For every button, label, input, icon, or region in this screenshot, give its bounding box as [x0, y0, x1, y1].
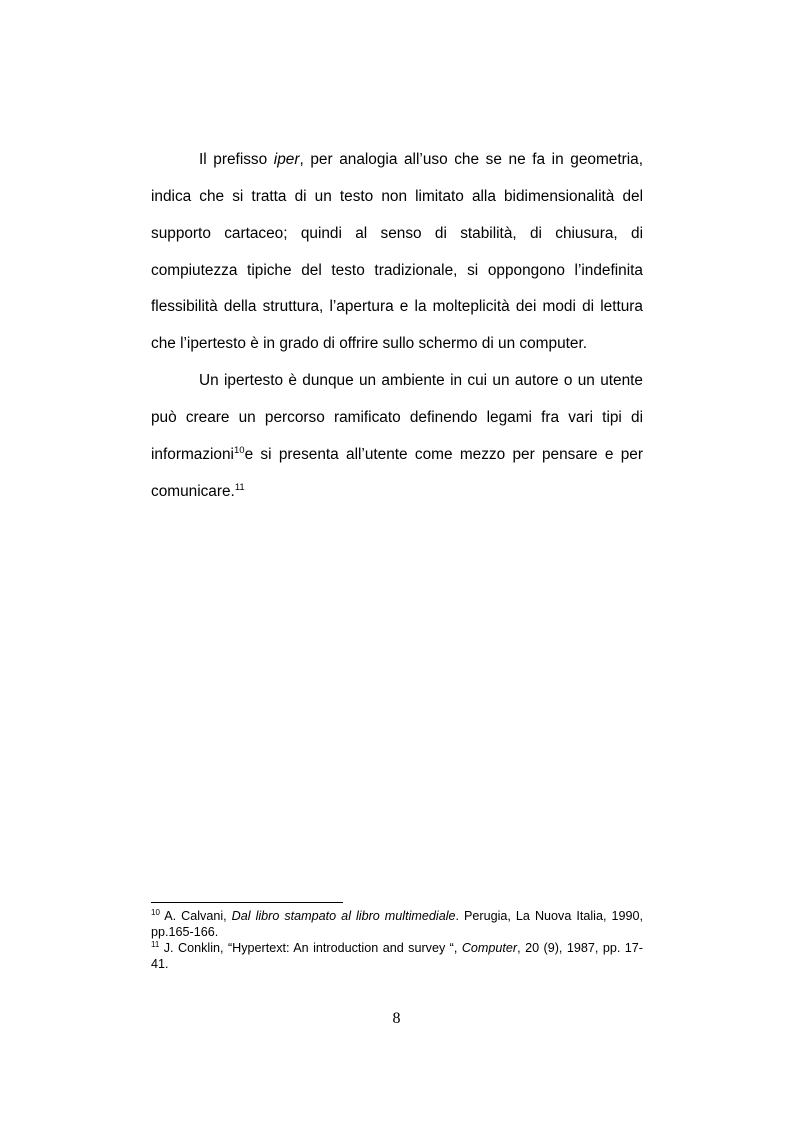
body-text: [151, 142, 643, 510]
footnotes: [151, 908, 643, 972]
footnote-ref-11[interactable]: 11: [234, 481, 245, 493]
footnote-11: [151, 940, 643, 972]
paragraph-1-start: Il prefisso: [199, 151, 274, 168]
footnote-number: 11: [151, 940, 160, 949]
paragraph-1: [151, 142, 643, 363]
paragraph-2: [151, 363, 643, 510]
italic-term-iper: iper: [273, 151, 300, 168]
footnote-author: J. Conklin, “Hypertext: An introduction and survey “,: [159, 941, 462, 955]
footnote-publication: . Perugia, La Nuova Italia, 1990, pp.165-166.: [151, 909, 643, 939]
footnote-title: Dal libro stampato al libro multimediale: [231, 909, 456, 923]
paragraph-2-text-before-ref: Un ipertesto è dunque un ambiente in cui un autore o un utente può creare un percorso ramificato definendo legami fra vari tipi di informazioni: [151, 372, 643, 463]
footnote-ref-10[interactable]: 10: [233, 444, 245, 456]
footnote-number: 10: [151, 908, 160, 917]
paragraph-1-text: , per analogia all’uso che se ne fa in geometria, indica che si tratta di un testo non limitato alla bidimensionalità del supporto cartaceo; quindi al senso di stabilità, di chiusura, di compiutezza tipiche del testo tradizionale, si oppongono l’indefinita flessibilità della struttura, l’apertura e la molteplicità dei modi di lettura che l’ipertesto è in grado di offrire sullo schermo di un computer.: [151, 151, 643, 353]
footnote-author: A. Calvani,: [159, 909, 232, 923]
footnote-publication: , 20 (9), 1987, pp. 17-41.: [151, 941, 643, 971]
paragraph-2-text-after-ref: e si presenta all’utente come mezzo per pensare e per comunicare.: [151, 445, 643, 500]
footnote-title: Computer: [461, 941, 518, 955]
footnote-separator: [151, 902, 343, 903]
footnote-10: [151, 908, 643, 940]
page-number: 8: [392, 1010, 401, 1027]
